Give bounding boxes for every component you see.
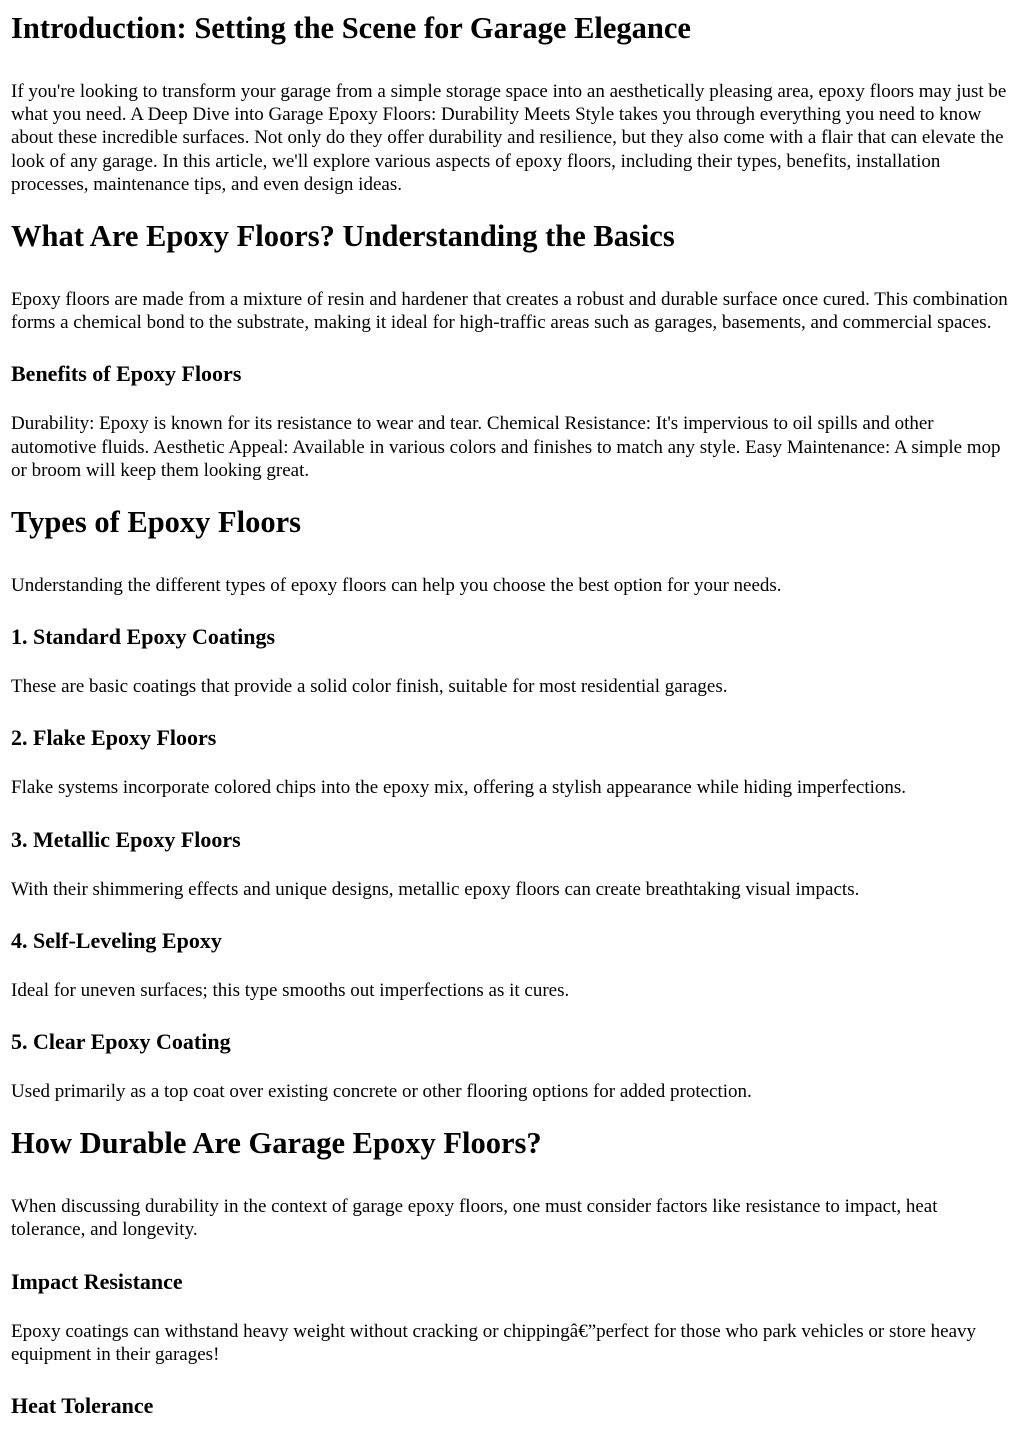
heading-types: Types of Epoxy Floors — [11, 505, 302, 540]
heading-flake-floors: 2. Flake Epoxy Floors — [11, 725, 217, 751]
heading-heat-tolerance: Heat Tolerance — [11, 1393, 154, 1419]
heading-clear-coating: 5. Clear Epoxy Coating — [11, 1029, 231, 1055]
heading-durability: How Durable Are Garage Epoxy Floors? — [11, 1126, 542, 1161]
paragraph-benefits: Durability: Epoxy is known for its resistance to wear and tear. Chemical Resistance: It's impervious to oil spills and other automotive fluids. Aesthetic Appeal: Available in various colors and finishes to match any style. Easy Maintenance: A simple mop or broom will keep them looking great. — [11, 413, 1001, 481]
heading-what-are-epoxy-floors: What Are Epoxy Floors? Understanding the Basics — [11, 219, 675, 254]
paragraph-self-leveling: Ideal for uneven surfaces; this type smooths out imperfections as it cures. — [11, 979, 570, 1001]
paragraph-impact-resistance: Epoxy coatings can withstand heavy weight without cracking or chippingâ€”perfect for those who park vehicles or store heavy equipment in their garages! — [11, 1320, 977, 1365]
heading-metallic-floors: 3. Metallic Epoxy Floors — [11, 826, 241, 852]
paragraph-introduction: If you're looking to transform your garage from a simple storage space into an aesthetically pleasing area, epoxy floors may just be what you need. A Deep Dive into Garage Epoxy Floors: Durability Meets Style takes you through everything you need to know about these incredible surfaces. Not only do they offer durability and resilience, but they also come with a flair that can elevate the look of any garage. In this article, we'll explore various aspects of epoxy floors, including their types, benefits, installation processes, maintenance tips, and even design ideas. — [11, 81, 1007, 195]
paragraph-types-intro: Understanding the different types of epoxy floors can help you choose the best option for your needs. — [11, 575, 782, 597]
paragraph-flake-floors: Flake systems incorporate colored chips into the epoxy mix, offering a stylish appearance while hiding imperfections. — [11, 777, 907, 799]
paragraph-metallic-floors: With their shimmering effects and unique designs, metallic epoxy floors can create breathtaking visual impacts. — [11, 878, 860, 900]
paragraph-basics: Epoxy floors are made from a mixture of resin and hardener that creates a robust and durable surface once cured. This combination forms a chemical bond to the substrate, making it ideal for high-traffic areas such as garages, basements, and commercial spaces. — [11, 289, 1008, 334]
article — [0, 10, 1024, 1419]
heading-self-leveling: 4. Self-Leveling Epoxy — [11, 927, 222, 953]
heading-introduction: Introduction: Setting the Scene for Garage Elegance — [11, 11, 691, 45]
paragraph-standard-coatings: These are basic coatings that provide a solid color finish, suitable for most residential garages. — [11, 676, 728, 698]
heading-benefits: Benefits of Epoxy Floors — [11, 361, 242, 387]
paragraph-durability: When discussing durability in the context of garage epoxy floors, one must consider factors like resistance to impact, heat tolerance, and longevity. — [11, 1196, 938, 1241]
heading-standard-coatings: 1. Standard Epoxy Coatings — [11, 624, 276, 650]
paragraph-clear-coating: Used primarily as a top coat over existing concrete or other flooring options for added protection. — [11, 1081, 752, 1103]
heading-impact-resistance: Impact Resistance — [11, 1268, 183, 1294]
